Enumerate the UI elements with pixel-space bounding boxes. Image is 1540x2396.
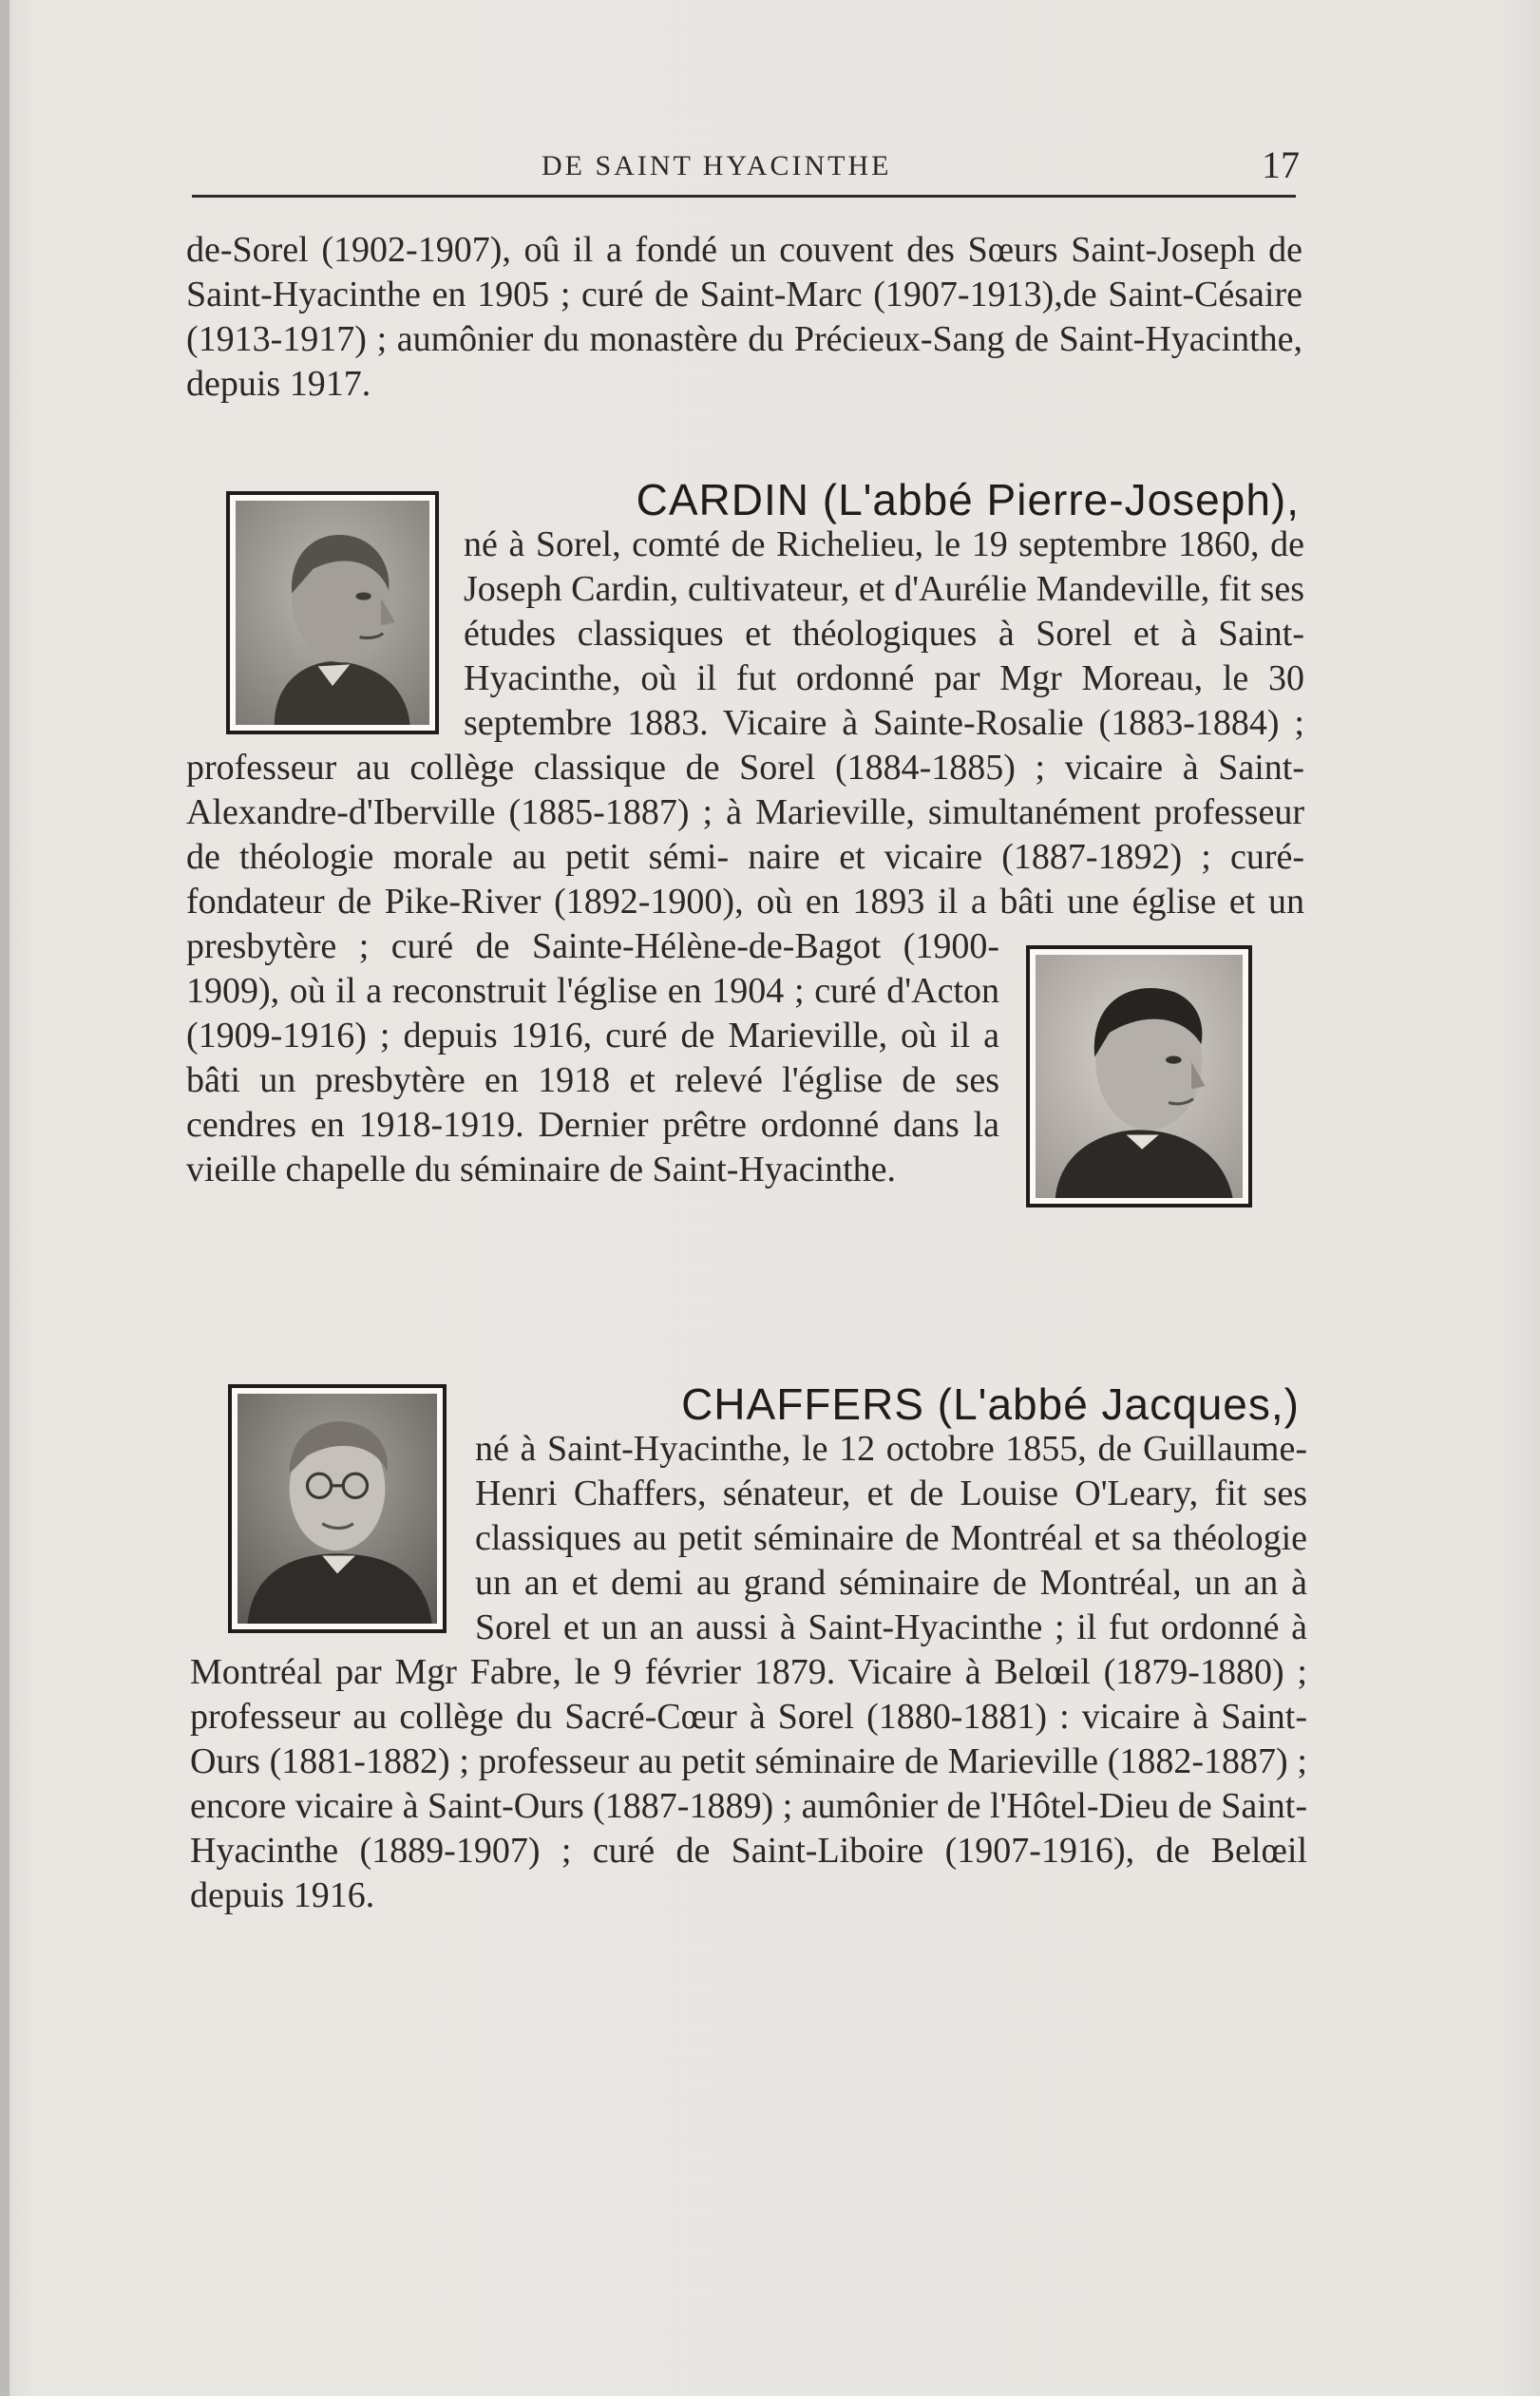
portrait-chaffers	[228, 1384, 447, 1633]
biography-chaffers	[190, 1379, 1308, 1918]
entry-text-cardin-part1: né à Sorel, comté de Richelieu, le 19 septembre 1860, de Joseph Cardin, cultivateur, et d'Aurélie Mandeville, fit ses études classiques et théologiques à Sorel et à Saint-Hyacinthe, où il fut ordonné par Mgr Moreau, le 30 septembre 1883. Vicaire à Sainte-Rosalie (1883-1884) ; professeur au collège classique de Sorel (1884-1885) ; vicaire à Saint-Alexandre-d'Iberville (1885-1887) ; à Marieville, simultanément professeur de théologie morale au petit sémi-	[186, 524, 1304, 877]
biography-cardin	[186, 475, 1305, 1213]
intro-paragraph: de-Sorel (1902-1907), oû il a fondé un couvent des Sœurs Saint-Joseph de Saint-Hyacinthe en 1905 ; curé de Saint-Marc (1907-1913),de Saint-Césaire (1913-1917) ; aumônier du monastère du Précieux-Sang de Saint-Hyacinthe, depuis 1917.	[186, 230, 1302, 404]
portrait-cardin-young	[1026, 945, 1252, 1208]
page-gutter	[0, 0, 10, 2396]
entry-text-chaffers: né à Saint-Hyacinthe, le 12 octobre 1855, de Guillaume-Henri Chaffers, sénateur, et de Louise O'Leary, fit ses classiques au petit séminaire de Montréal et sa théologie un an et demi au grand séminaire de Montréal, un an à Sorel et un an aussi à Saint-Hyacinthe ; il fut ordonné à Montréal par Mgr Fabre, le 9 février 1879. Vicaire à Belœil (1879-1880) ; professeur au collège du Sacré-Cœur à Sorel (1880-1881) : vicaire à Saint-Ours (1881-1882) ; professeur au petit séminaire de Marieville (1882-1887) ; encore vicaire à Saint-Ours (1887-1889) ; aumônier de l'Hôtel-Dieu de Saint-Hyacinthe (1889-1907) ; curé de Saint-Liboire (1907-1916), de Belœil depuis 1916.	[190, 1429, 1308, 1915]
page-number: 17	[1262, 143, 1300, 186]
portrait-young-icon	[1036, 955, 1243, 1198]
entry-text-cardin-part2: naire et vicaire (1887-1892) ; curé-fondateur de Pike-River (1892-1900), où en 1893 il a bâti une église et un presbytère ; curé de Sainte-Hélène-de-Bagot (1900-1909), où il a reconstruit l'église en 1904 ; curé d'Acton (1909-1916) ; depuis 1916, curé de Marieville, où il a bâti un presbytère en 1918 et relevé l'église de ses cendres en 1918-1919. Dernier prêtre ordonné dans la vieille chapelle du séminaire de Saint-Hyacinthe.	[186, 837, 1304, 1189]
portrait-elder-icon	[236, 501, 429, 725]
running-title: DE SAINT HYACINTHE	[542, 150, 892, 181]
portrait-glasses-icon	[238, 1394, 437, 1624]
page-header	[181, 143, 1300, 190]
entry-name-chaffers: CHAFFERS (L'abbé Jacques,)	[681, 1379, 1300, 1429]
entry-name-cardin: CARDIN (L'abbé Pierre-Joseph),	[636, 475, 1300, 524]
header-rule	[192, 195, 1296, 198]
portrait-cardin-elder	[226, 491, 439, 734]
